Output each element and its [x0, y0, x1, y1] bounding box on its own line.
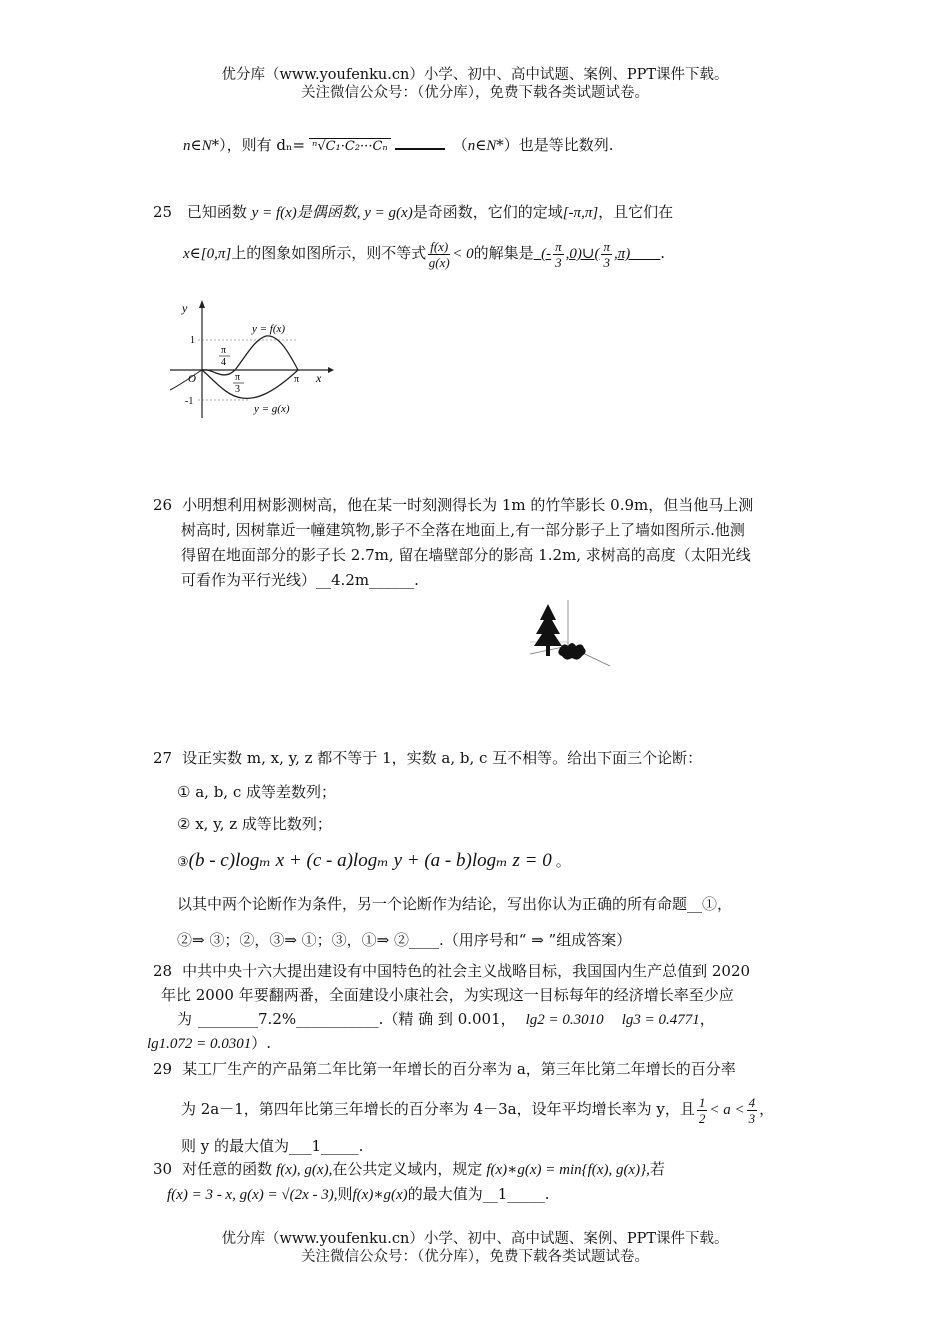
q28-comma: ，	[699, 1010, 715, 1028]
q29-answer: ___1_____	[289, 1137, 359, 1155]
q30-text-c: 在公共定义域内，规定	[332, 1160, 483, 1178]
q30-text-d: 的最大值为	[407, 1185, 483, 1203]
q25-text-d: 的解集是	[473, 244, 534, 262]
q29-text-2: 为 2a－1，第四年比第三年增长的百分率为 4－3a，设年平均增长率为 y，且	[181, 1100, 695, 1118]
q27-answer-line	[177, 929, 631, 951]
q24-set-a: n∈N	[183, 138, 212, 154]
q26-line-2: 树高时, 因树靠近一幢建筑物,影子不全落在地面上,有一部分影子上了墙如图所示.他测	[181, 521, 745, 539]
q30-funcs: f(x), g(x),	[276, 1162, 333, 1178]
q28-lg3: lg3 = 0.4771	[621, 1012, 700, 1028]
q29-period: .	[358, 1137, 364, 1155]
q25-ans-frac-2	[601, 239, 612, 270]
q25-ans-3-1: 3	[555, 254, 562, 270]
q27-c3-end: 。	[555, 852, 571, 870]
q27-number: 27	[153, 749, 173, 767]
graph-pi-end: π	[294, 374, 300, 385]
graph-pi-3-den: 3	[235, 384, 240, 395]
graph-y-label: y	[182, 301, 188, 315]
q28-text-3b: .（精 确 到 0.001，	[378, 1010, 516, 1028]
q26-line-4	[181, 569, 419, 591]
q25-number: 25	[153, 203, 173, 221]
q28-line-2: 年比 2000 年要翻两番，全面建设小康社会，为实现这一目标每年的经济增长率至少应	[161, 986, 734, 1004]
q27-question-text: 以其中两个论断作为条件，另一个论断作为结论，写出你认为正确的所有命题	[177, 895, 688, 913]
q27-answer-2: ②⇒ ③；②，③⇒ ①；③，①⇒ ②____	[177, 931, 440, 949]
graph-pi-4-den: 4	[221, 357, 226, 368]
q29-line-1	[153, 1058, 736, 1080]
q25-frac-num: f(x)	[430, 238, 449, 254]
q30-period: .	[544, 1185, 550, 1203]
q28-end: ）.	[251, 1034, 272, 1052]
q25-text-e: ，且它们在	[598, 203, 674, 221]
q26-period: .	[414, 571, 419, 589]
q25-ans-a: (-	[541, 246, 552, 262]
curve-f	[202, 336, 298, 375]
q29-43-num: 4	[748, 1094, 756, 1110]
q25-ans-pi-1: π	[555, 238, 562, 254]
q25-domain: [-π,π]	[562, 205, 599, 221]
q29-half-den: 2	[698, 1110, 706, 1126]
q29-line-2	[181, 1092, 774, 1127]
q29-number: 29	[153, 1060, 173, 1078]
q29-line-3	[181, 1135, 363, 1157]
q25-answer	[534, 238, 661, 270]
graph-pi-4-num: π	[221, 345, 227, 356]
q29-half	[697, 1095, 708, 1126]
q25-frac-den: g(x)	[428, 254, 450, 270]
shrub-icon	[558, 643, 585, 660]
q28-line-4	[147, 1032, 271, 1055]
function-graph	[168, 296, 338, 426]
header-line-1: 优分库（www.youfenku.cn）小学、初中、高中试题、案例、PPT课件下载。	[221, 67, 729, 83]
q25-text-b2: 上的图象如图所示，则不等式	[231, 244, 427, 262]
q25-line-1	[153, 201, 673, 224]
q26-text-1: 小明想利用树影测树高，他在某一时刻测得长为 1m 的竹竿影长 0.9m，但当他马上测	[182, 496, 754, 514]
q27-c3-mark: ③	[177, 855, 189, 870]
graph-g-label: y = g(x)	[254, 403, 290, 415]
graph-one: 1	[190, 335, 195, 346]
graph-x-arrow	[328, 367, 334, 373]
q30-text-ze: 则	[337, 1185, 353, 1203]
q30-answer: __1_____	[482, 1185, 545, 1203]
q24-text-a: *），则有 dₙ=	[211, 136, 306, 154]
q26-line-3: 得留在地面部分的影子长 2.7m, 留在墙壁部分的影高 1.2m, 求树高的高度（太阳光线	[181, 546, 751, 564]
graph-origin: O	[188, 373, 196, 385]
q28-answer: ________7.2%___________	[198, 1010, 379, 1028]
q24-continuation	[183, 134, 614, 158]
q25-ans-frac-1	[553, 239, 564, 270]
q24-text-b: *）也是等比数列.	[496, 136, 614, 154]
q25-period: .	[660, 244, 666, 262]
q30-expr: f(x)∗g(x)	[352, 1187, 408, 1203]
q25-ans-3-2: 3	[603, 254, 610, 270]
q29-half-num: 1	[698, 1094, 706, 1110]
q24-paren: （	[452, 136, 468, 154]
q27-condition-1: ① a, b, c 成等差数列；	[177, 783, 337, 801]
q26-text-4: 可看作为平行光线）	[181, 571, 317, 589]
q29-comma: ，	[759, 1100, 775, 1118]
q28-line-3	[177, 1008, 715, 1031]
q28-number: 28	[153, 962, 173, 980]
q30-given: f(x) = 3 - x, g(x) = √(2x - 3),	[167, 1187, 338, 1203]
q29-text-3: 则 y 的最大值为	[181, 1137, 290, 1155]
tree-shadow-illustration	[528, 600, 613, 668]
q29-text-1: 某工厂生产的产品第二年比第一年增长的百分率为 a，第三年比第二年增长的百分率	[182, 1060, 736, 1078]
q27-condition-3	[177, 848, 571, 876]
graph-pi-3-num: π	[235, 372, 241, 383]
q27-intro: 设正实数 m, x, y, z 都不等于 1，实数 a, b, c 互不相等。给出下面三个论断：	[182, 749, 703, 767]
footer-line-1: 优分库（www.youfenku.cn）小学、初中、高中试题、案例、PPT课件下载。	[221, 1231, 729, 1247]
q25-lt: < 0	[452, 246, 474, 262]
q29-four-thirds	[747, 1095, 758, 1126]
q24-root: ⁿ√C₁·C₂···Cₙ	[309, 138, 391, 154]
curve-g-left	[170, 370, 202, 390]
q30-def: f(x)∗g(x) = min{f(x), g(x)},	[486, 1162, 650, 1178]
q27-question	[177, 893, 732, 915]
q25-fraction	[428, 239, 450, 270]
q25-text-a: 已知函数	[186, 203, 247, 221]
q29-43-den: 3	[748, 1110, 756, 1126]
q25-ans-c: ,π)	[614, 246, 631, 262]
q25-ans-pi-2: π	[603, 238, 610, 254]
q25-text-c: 是奇函数，它们的定域	[412, 203, 563, 221]
q30-text-a: 对任意的函数	[182, 1160, 273, 1178]
graph-y-arrow	[199, 300, 205, 308]
q27-tail: .（用序号和“ ⇒ ”组成答案）	[439, 931, 632, 949]
q30-line-1	[153, 1158, 665, 1181]
tree-icon	[534, 604, 562, 646]
q25-interval: x∈[0,π]	[183, 246, 232, 262]
header-line-2: 关注微信公众号：（优分库），免费下载各类试题试卷。	[301, 85, 649, 101]
q28-lg2: lg2 = 0.3010	[525, 1012, 604, 1028]
graph-f-label: y = f(x)	[252, 323, 286, 335]
q30-line-2	[167, 1183, 550, 1206]
q25-line-2	[183, 238, 665, 270]
q25-ans-b: ,0)∪(	[565, 246, 600, 262]
q26-answer: __4.2m______	[316, 571, 415, 589]
q26-line-1	[153, 494, 753, 516]
q28-text-1: 中共中央十六大提出建设有中国特色的社会主义战略目标，我国国内生产总值到 2020	[182, 962, 751, 980]
q29-ineq: < a <	[709, 1102, 745, 1118]
q28-lg1072: lg1.072 = 0.0301	[147, 1036, 252, 1052]
graph-x-label: x	[316, 371, 322, 385]
q25-fx: y = f(x)是偶函数, y = g(x)	[251, 205, 413, 221]
curve-g	[202, 370, 298, 398]
q27-answer-1: __①，	[687, 895, 733, 913]
q24-set-b: n∈N	[467, 138, 497, 154]
q30-text-e: 若	[649, 1160, 665, 1178]
q28-text-3a: 为	[177, 1010, 193, 1028]
graph-minus-one: -1	[185, 396, 194, 407]
q27-line-1	[153, 747, 702, 769]
q28-line-1	[153, 960, 750, 982]
q27-c3-formula: (b - c)logₘ x + (c - a)logₘ y + (a - b)logₘ z = 0	[188, 850, 552, 871]
q27-condition-2: ② x, y, z 成等比数列；	[177, 815, 332, 833]
footer-line-2: 关注微信公众号：（优分库），免费下载各类试题试卷。	[301, 1249, 649, 1265]
q30-number: 30	[153, 1160, 173, 1178]
tree-trunk	[546, 646, 550, 656]
q26-number: 26	[153, 496, 173, 514]
